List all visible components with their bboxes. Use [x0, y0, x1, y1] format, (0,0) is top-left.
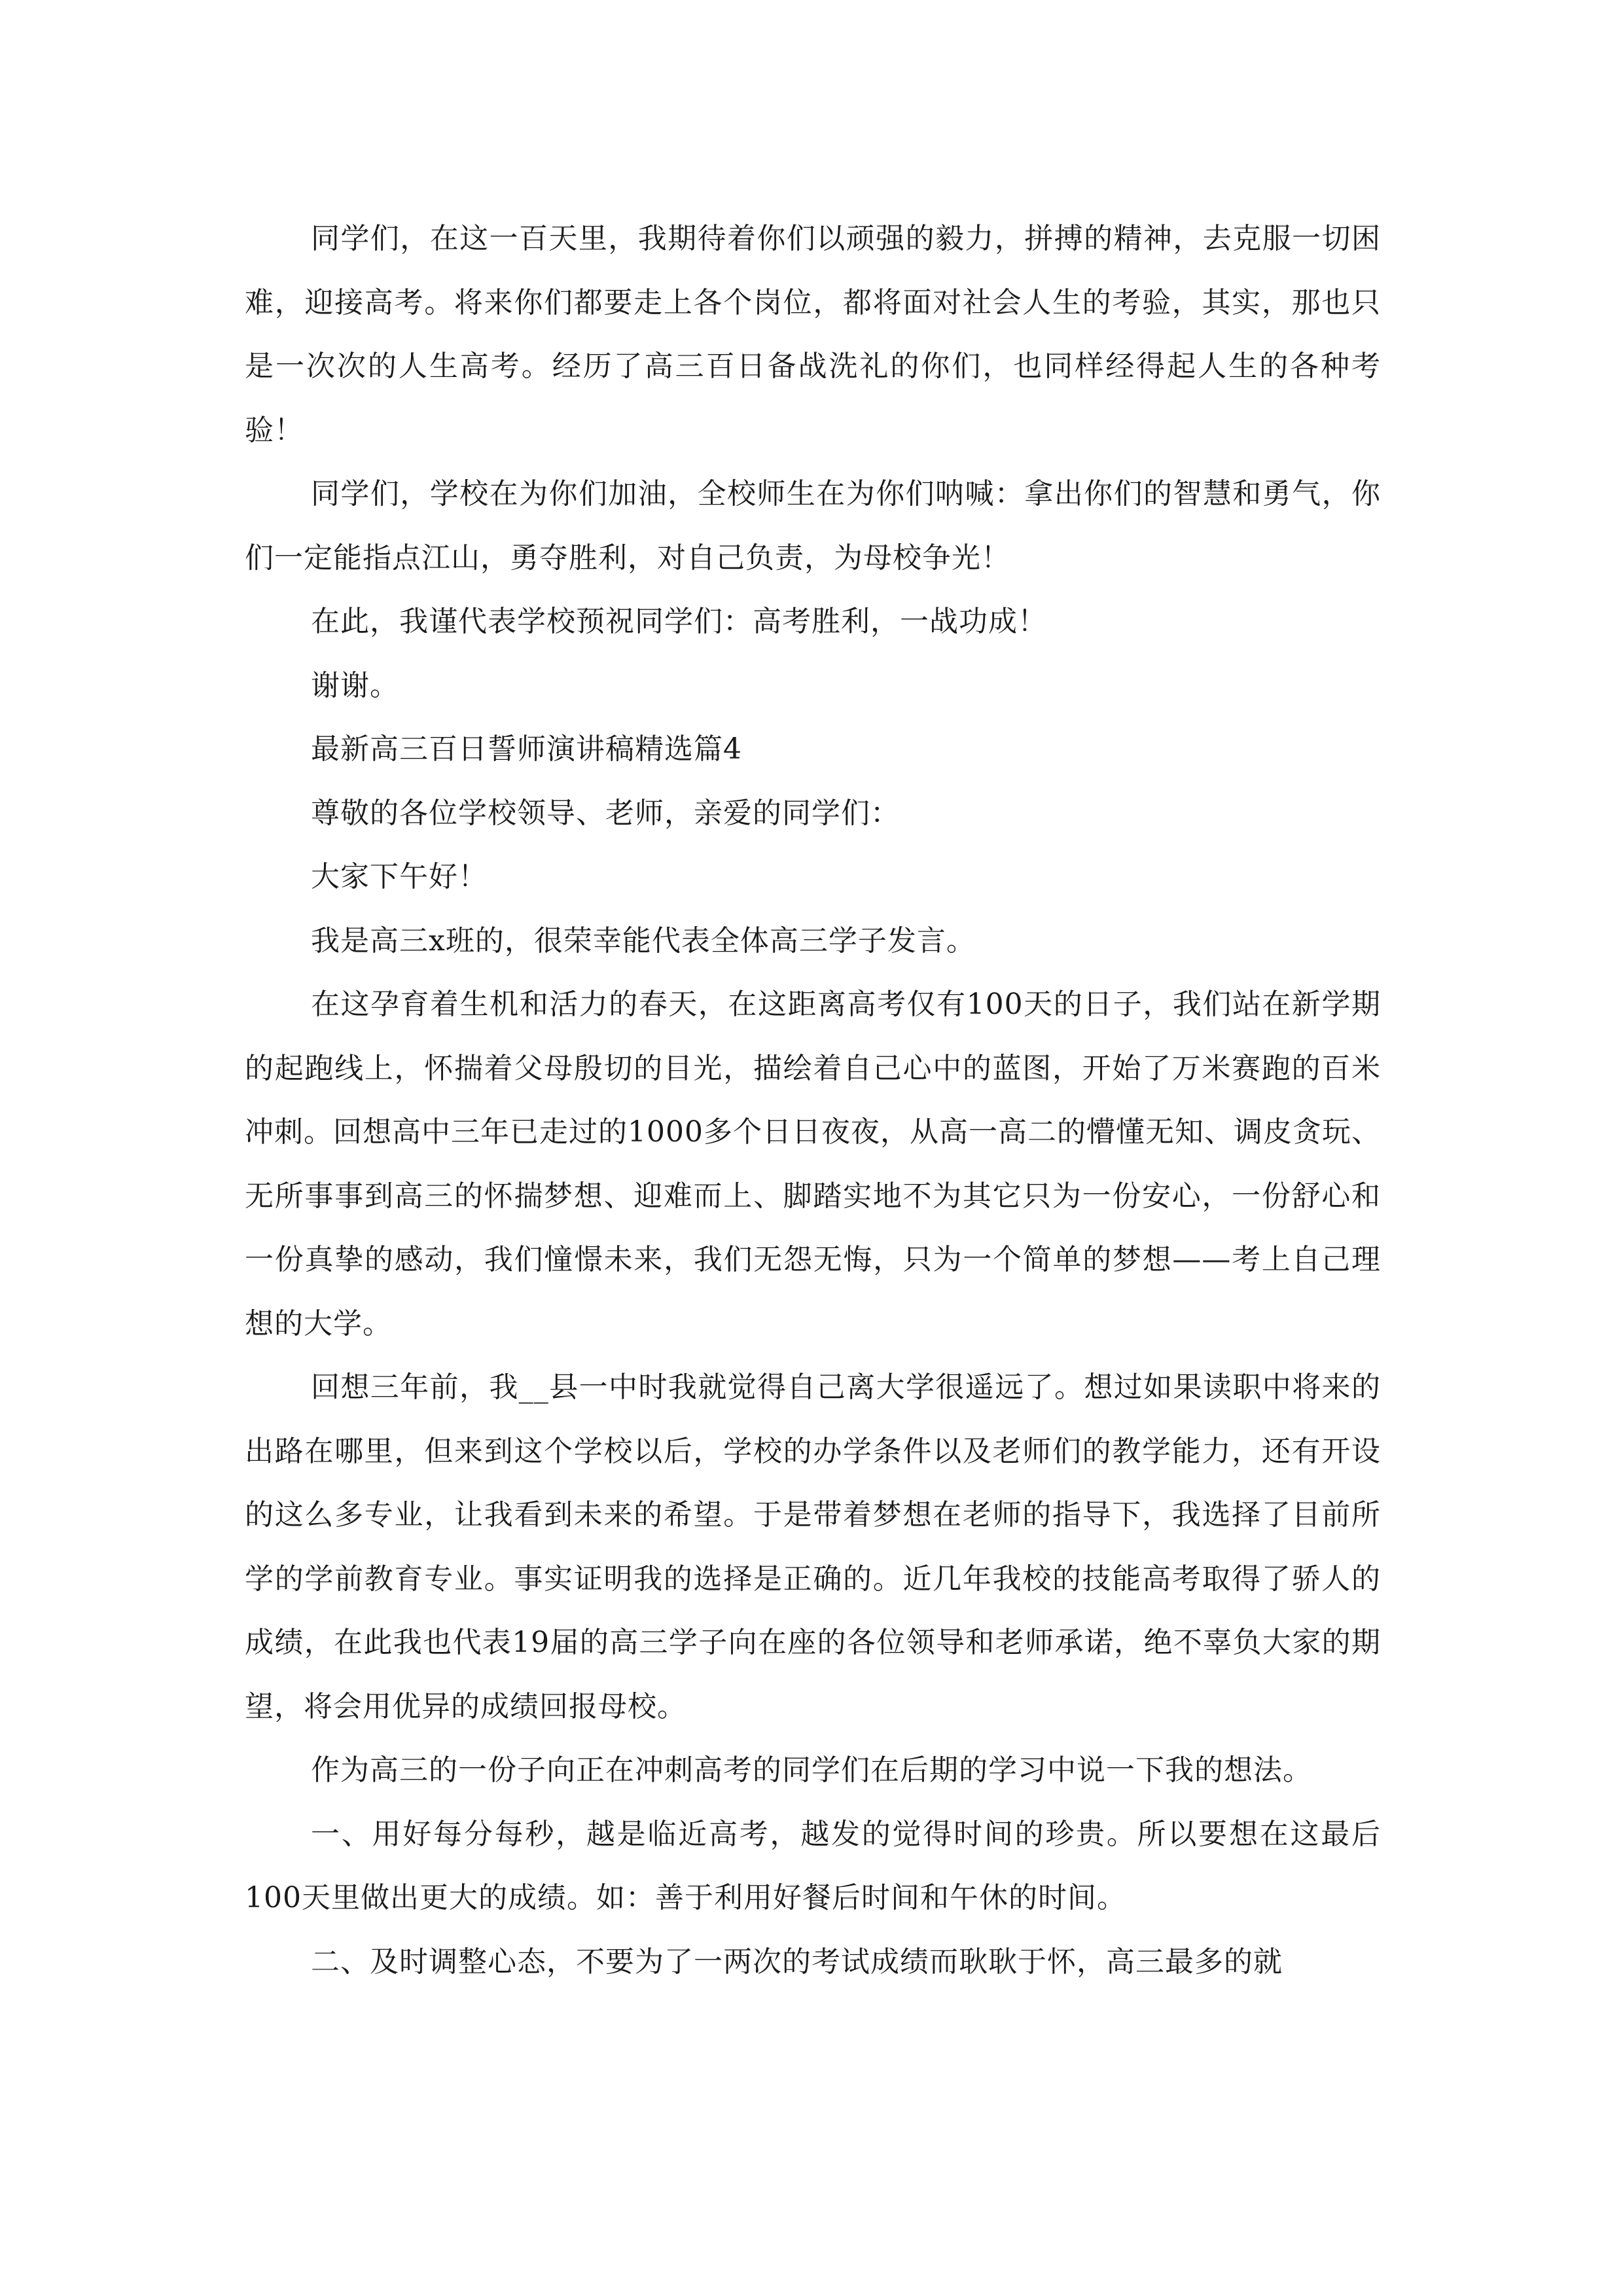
salutation: 尊敬的各位学校领导、老师，亲爱的同学们： [311, 796, 900, 830]
paragraph-encouragement: 同学们，在这一百天里，我期待着你们以顽强的毅力，拼搏的精神，去克服一切困难，迎接高考。将来你们都要走上各个岗位，都将面对社会人生的考验，其实，那也只是一次次的人生高考。经历了高三百日备战洗礼的你们，也同样经得起人生的各种考验！ [245, 222, 1381, 447]
paragraph-school-cheer: 同学们，学校在为你们加油，全校师生在为你们呐喊：拿出你们的智慧和勇气，你们一定能指点江山，勇夺胜利，对自己负责，为母校争光！ [245, 477, 1381, 575]
section-title: 最新高三百日誓师演讲稿精选篇4 [311, 732, 742, 766]
paragraph-recall: 回想三年前，我__县一中时我就觉得自己离大学很遥远了。想过如果读职中将来的出路在哪里，但来到这个学校以后，学校的办学条件以及老师们的教学能力，还有开设的这么多专业，让我看到未来的希望。于是带着梦想在老师的指导下，我选择了目前所学的学前教育专业。事实证明我的选择是正确的。近几年我校的技能高考取得了骄人的成绩，在此我也代表19届的高三学子向在座的各位领导和老师承诺，绝不辜负大家的期望，将会用优异的成绩回报母校。 [245, 1371, 1381, 1723]
paragraph-thoughts: 作为高三的一份子向正在冲刺高考的同学们在后期的学习中说一下我的想法。 [311, 1753, 1312, 1787]
document-page [245, 207, 1381, 1994]
paragraph-thanks: 谢谢。 [311, 668, 399, 702]
paragraph-wishes: 在此，我谨代表学校预祝同学们：高考胜利，一战功成！ [311, 605, 1047, 638]
paragraph-self-intro: 我是高三x班的，很荣幸能代表全体高三学子发言。 [311, 924, 976, 958]
paragraph-point-one: 一、用好每分每秒，越是临近高考，越发的觉得时间的珍贵。所以要想在这最后100天里做出更大的成绩。如：善于利用好餐后时间和午休的时间。 [245, 1817, 1381, 1914]
greeting: 大家下午好！ [311, 860, 488, 893]
paragraph-spring: 在这孕育着生机和活力的春天，在这距离高考仅有100天的日子，我们站在新学期的起跑线上，怀揣着父母殷切的目光，描绘着自己心中的蓝图，开始了万米赛跑的百米冲刺。回想高中三年已走过的1000多个日日夜夜，从高一高二的懵懂无知、调皮贪玩、无所事事到高三的怀揣梦想、迎难而上、脚踏实地不为其它只为一份安心，一份舒心和一份真挚的感动，我们憧憬未来，我们无怨无悔，只为一个简单的梦想——考上自己理想的大学。 [245, 988, 1381, 1340]
paragraph-point-two: 二、及时调整心态，不要为了一两次的考试成绩而耿耿于怀，高三最多的就 [311, 1945, 1283, 1979]
